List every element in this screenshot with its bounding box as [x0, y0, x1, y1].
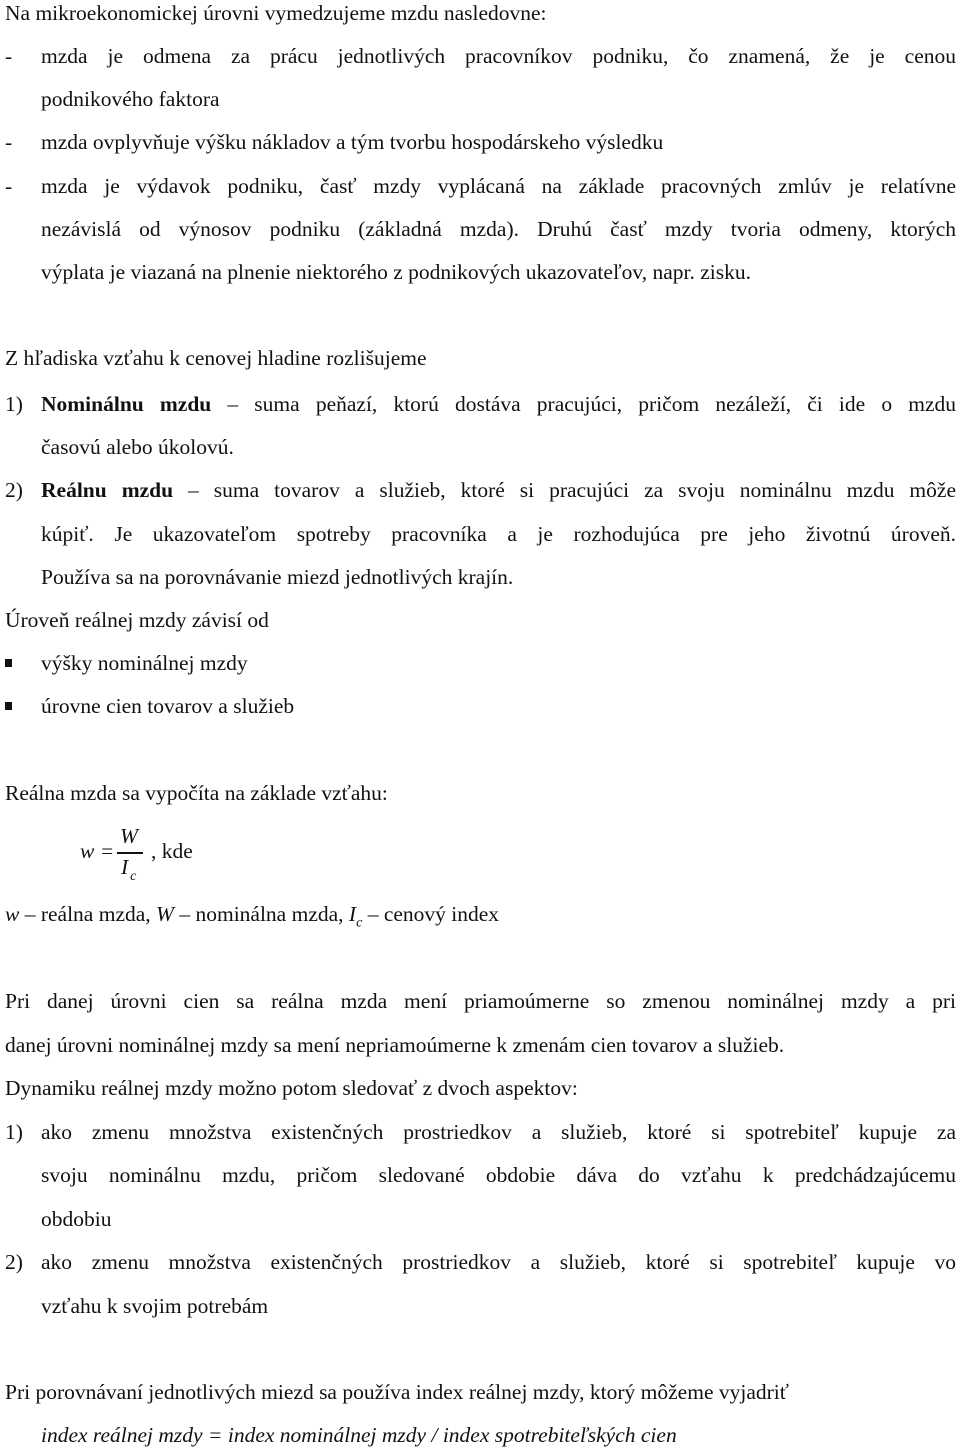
definition-line	[41, 477, 956, 503]
bullet-square-icon	[5, 659, 12, 667]
paragraph-line: Pri danej úrovni cien sa reálna mzda mení priamoúmerne so zmenou nominálnej mzdy a pri	[5, 989, 956, 1013]
list-item-text: nezávislá od výnosov podniku (základná mzda). Druhú časť mzdy tvoria odmeny, ktorých	[41, 217, 956, 241]
definition-line	[41, 391, 956, 417]
paragraph-line: danej úrovni nominálnej mzdy sa mení nepriamoúmerne k zmenám cien tovarov a služieb.	[5, 1033, 785, 1057]
term-nominal-wage: Nominálnu mzdu	[41, 392, 212, 416]
index-formula: index reálnej mzdy = index nominálnej mzdy / index spotrebiteľských cien	[41, 1423, 677, 1447]
formula-legend: w – reálna mzda, W – nominálna mzda, $I_c$ – cenový index	[5, 902, 500, 931]
definition-text: Používa sa na porovnávanie miezd jednotlivých krajín.	[41, 565, 514, 589]
dash-marker: -	[5, 44, 13, 68]
fraction-bar	[117, 852, 143, 854]
section-intro: Z hľadiska vzťahu k cenovej hladine rozlišujeme	[5, 346, 427, 370]
number-marker: 1)	[5, 1120, 23, 1144]
list-item-text: mzda ovplyvňuje výšku nákladov a tým tvorbu hospodárskeho výsledku	[41, 130, 664, 154]
formula-denominator: I $_c$	[121, 855, 137, 884]
section-intro: Úroveň reálnej mzdy závisí od	[5, 608, 269, 632]
definition-text: kúpiť. Je ukazovateľom spotreby pracovníka a je rozhodujúca pre jeho životnú úroveň.	[41, 522, 956, 546]
formula-intro: Reálna mzda sa vypočíta na základe vzťahu:	[5, 781, 388, 805]
formula-lhs: w =	[80, 839, 115, 863]
bullet-text: výšky nominálnej mzdy	[41, 651, 248, 675]
paragraph-line: Pri porovnávaní jednotlivých miezd sa používa index reálnej mzdy, ktorý môžeme vyjadriť	[5, 1380, 789, 1404]
aspect-text: ako zmenu množstva existenčných prostriedkov a služieb, ktoré si spotrebiteľ kupuje vo	[41, 1250, 956, 1274]
aspect-text: obdobiu	[41, 1207, 112, 1231]
dash-marker: -	[5, 130, 13, 154]
list-item-text: podnikového faktora	[41, 87, 220, 111]
number-marker: 2)	[5, 478, 23, 502]
aspect-text: ako zmenu množstva existenčných prostriedkov a služieb, ktoré si spotrebiteľ kupuje za	[41, 1120, 956, 1144]
aspect-text: vzťahu k svojim potrebám	[41, 1294, 269, 1318]
intro-line: Na mikroekonomickej úrovni vymedzujeme mzdu nasledovne:	[5, 1, 547, 25]
list-item-text: výplata je viazaná na plnenie niektorého z podnikových ukazovateľov, napr. zisku.	[41, 260, 752, 284]
definition-text: – suma tovarov a služieb, ktoré si pracujúci za svoju nominálnu mzdu môže	[173, 478, 956, 502]
paragraph-line: Dynamiku reálnej mzdy možno potom sledovať z dvoch aspektov:	[5, 1076, 578, 1100]
formula-numerator: W	[120, 824, 138, 848]
formula-kde: , kde	[151, 839, 193, 863]
bullet-square-icon	[5, 702, 12, 710]
number-marker: 2)	[5, 1250, 23, 1274]
list-item-text: mzda je výdavok podniku, časť mzdy vyplácaná na základe pracovných zmlúv je relatívne	[41, 174, 956, 198]
definition-text: – suma peňazí, ktorú dostáva pracujúci, pričom nezáleží, či ide o mzdu	[211, 392, 956, 416]
bullet-text: úrovne cien tovarov a služieb	[41, 694, 295, 718]
number-marker: 1)	[5, 392, 23, 416]
dash-marker: -	[5, 174, 13, 198]
list-item-text: mzda je odmena za prácu jednotlivých pracovníkov podniku, čo znamená, že je cenou	[41, 44, 956, 68]
aspect-text: svoju nominálnu mzdu, pričom sledované obdobie dáva do vzťahu k predchádzajúcemu	[41, 1163, 956, 1187]
term-real-wage: Reálnu mzdu	[41, 478, 174, 502]
definition-text: časovú alebo úkolovú.	[41, 435, 234, 459]
